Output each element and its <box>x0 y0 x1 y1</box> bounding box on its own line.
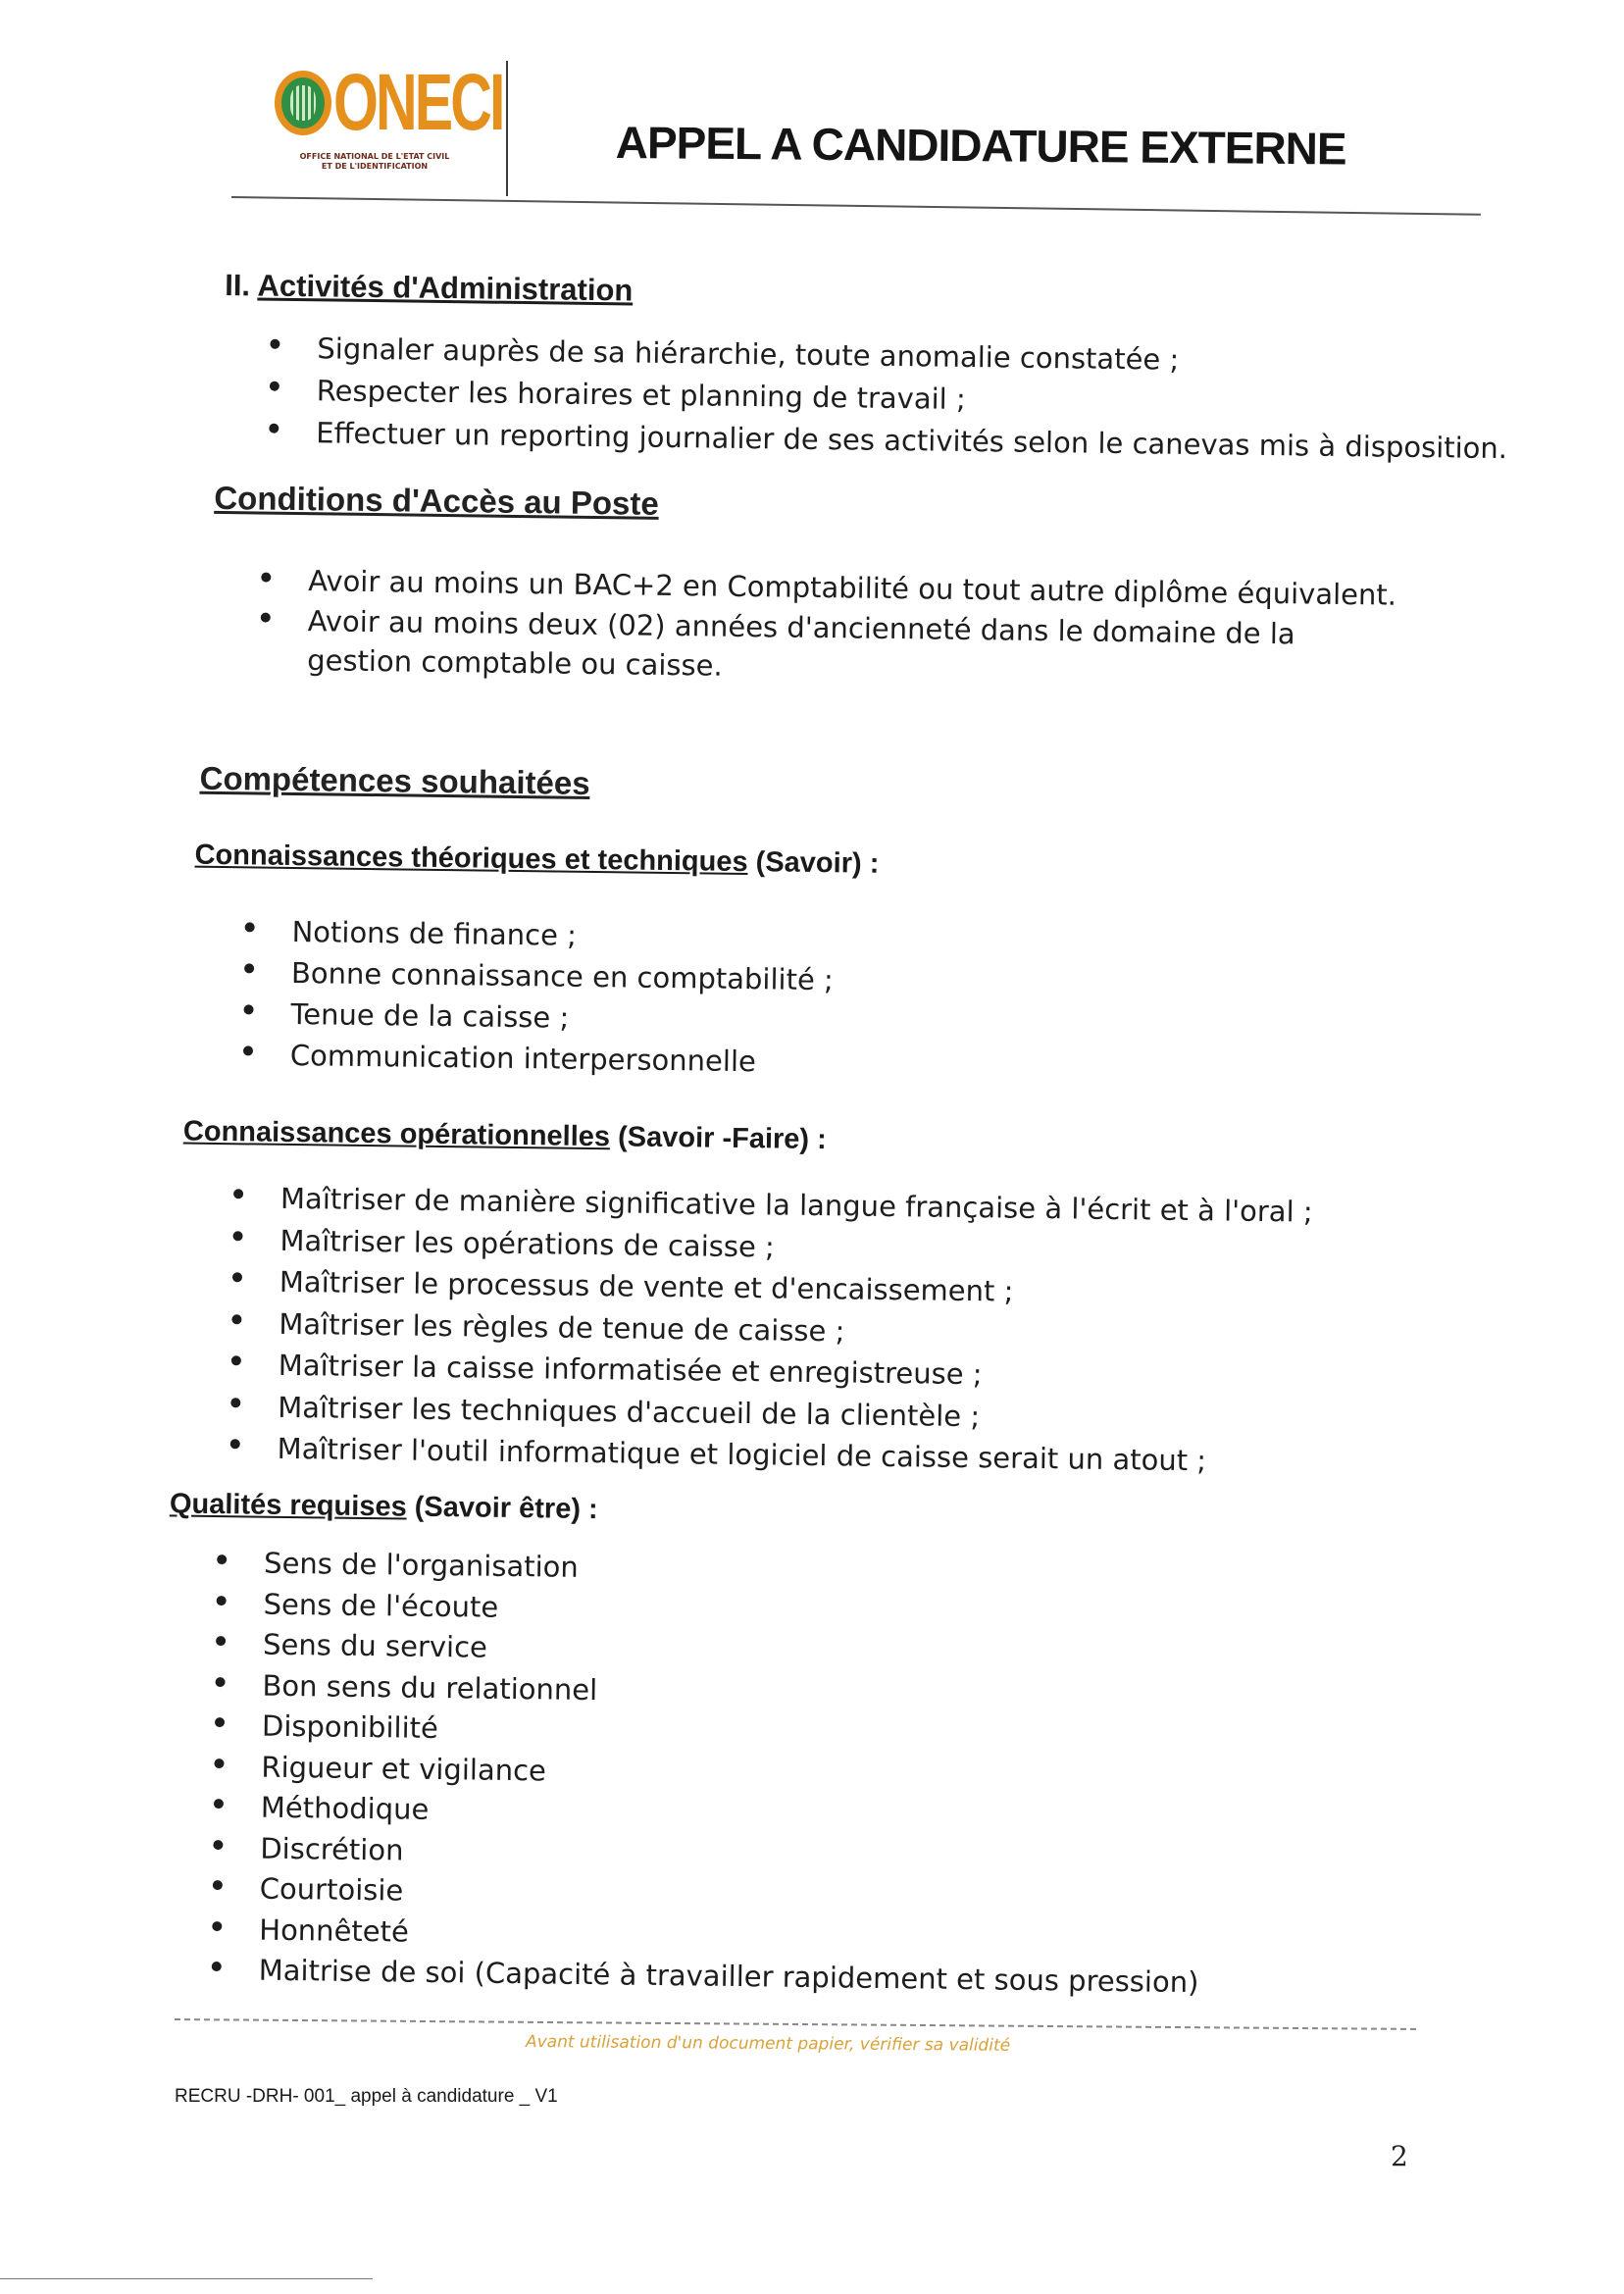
list-item: Méthodique <box>261 1788 1201 1841</box>
list-item: Bonne connaissance en comptabilité ; <box>291 952 834 1000</box>
bullet-icon <box>243 1046 253 1056</box>
bullet-icon <box>261 573 271 583</box>
conditions-list <box>307 561 1406 694</box>
bullet-icon <box>230 1398 240 1407</box>
list-item: Maîtriser la caisse informatisée et enregistreuse ; <box>279 1345 1311 1400</box>
list-item: Bon sens du relationnel <box>262 1665 1202 1718</box>
bullet-icon <box>270 382 279 391</box>
logo-text: ONECI <box>333 58 503 147</box>
subsection-savoir-faire-heading: Connaissances opérationnelles (Savoir -Faire) : <box>182 1115 828 1156</box>
bullet-icon <box>244 964 254 974</box>
bullet-icon <box>231 1355 241 1365</box>
oneci-logo <box>275 58 503 181</box>
list-item: Sens du service <box>263 1625 1203 1678</box>
header-divider-vertical <box>506 61 508 196</box>
list-item: Respecter les horaires et planning de travail ; <box>317 370 1508 428</box>
bullet-icon <box>261 613 271 623</box>
bullet-icon <box>217 1596 227 1606</box>
activites-list <box>316 328 1508 470</box>
logo-emblem-icon <box>275 71 331 135</box>
list-item: Sens de l'écoute <box>263 1584 1203 1637</box>
list-item: Effectuer un reporting journalier de ses activités selon le canevas mis à disposition. <box>316 412 1507 470</box>
list-item: Maîtriser les techniques d'accueil de la clientèle ; <box>278 1386 1310 1441</box>
page-number: 2 <box>1391 2140 1408 2172</box>
section-conditions-heading: Conditions d'Accès au Poste <box>214 479 660 522</box>
subsection-savoir-heading: Connaissances théoriques et techniques (Savoir) : <box>194 839 880 880</box>
bullet-icon <box>214 1799 224 1809</box>
list-item: Avoir au moins un BAC+2 en Comptabilité ou tout autre diplôme équivalent. <box>308 561 1406 616</box>
bullet-icon <box>216 1677 226 1687</box>
bullet-icon <box>212 1921 222 1931</box>
footer-validity-note: Avant utilisation d'un document papier, vérifier sa validité <box>525 2032 1011 2056</box>
bullet-icon <box>230 1439 240 1449</box>
list-item: Sens de l'organisation <box>264 1544 1204 1597</box>
section-activites-heading: II. Activités d'Administration <box>224 268 634 308</box>
logo-subtitle: OFFICE NATIONAL DE L'ETAT CIVIL ET DE L'IDENTIFICATION <box>299 152 450 171</box>
bullet-icon <box>232 1272 242 1282</box>
document-title: APPEL A CANDIDATURE EXTERNE <box>615 116 1346 175</box>
list-item: Maîtriser les règles de tenue de caisse ; <box>279 1302 1311 1357</box>
bullet-icon <box>217 1555 227 1564</box>
list-item: Maîtriser les opérations de caisse ; <box>279 1219 1312 1274</box>
savoir-etre-list <box>258 1544 1204 2004</box>
savoir-list <box>290 911 835 1083</box>
bullet-icon <box>214 1759 224 1768</box>
list-item: Maîtriser le processus de vente et d'encaissement ; <box>279 1261 1312 1316</box>
bullet-icon <box>232 1231 242 1241</box>
list-item: Maitrise de soi (Capacité à travailler rapidement et sous pression) <box>258 1951 1198 2004</box>
list-item: Courtoisie <box>260 1869 1200 1922</box>
bullet-icon <box>231 1314 241 1324</box>
list-item: Maîtriser l'outil informatique et logiciel de caisse serait un atout ; <box>277 1428 1309 1483</box>
scan-edge-line <box>0 2278 373 2279</box>
document-reference: RECRU -DRH- 001_ appel à candidature _ V1 <box>175 2086 558 2107</box>
list-item: Tenue de la caisse ; <box>290 994 833 1042</box>
bullet-icon <box>269 424 279 433</box>
list-item: Disponibilité <box>262 1707 1202 1759</box>
header-divider-horizontal <box>231 196 1481 216</box>
list-item: Notions de finance ; <box>291 911 834 959</box>
list-item: Communication interpersonnelle <box>290 1035 833 1083</box>
bullet-icon <box>215 1717 225 1727</box>
bullet-icon <box>212 1962 222 1971</box>
bullet-icon <box>245 923 255 933</box>
list-item: Maîtriser de manière significative la langue française à l'écrit et à l'oral ; <box>280 1178 1313 1233</box>
subsection-savoir-etre-heading: Qualités requises (Savoir être) : <box>169 1488 598 1526</box>
bullet-icon <box>213 1880 223 1890</box>
bullet-icon <box>213 1840 223 1850</box>
bullet-icon <box>216 1636 226 1646</box>
list-item: Honnêteté <box>259 1910 1199 1963</box>
bullet-icon <box>243 1005 253 1015</box>
savoir-faire-list <box>277 1178 1312 1483</box>
list-item: Discrétion <box>260 1828 1200 1881</box>
bullet-icon <box>270 339 279 349</box>
list-item: Signaler auprès de sa hiérarchie, toute anomalie constatée ; <box>317 328 1508 385</box>
footer-divider <box>175 2018 1416 2030</box>
list-item: Avoir au moins deux (02) années d'ancienneté dans le domaine de la gestion comptable ou caisse. <box>307 601 1406 694</box>
list-item: Rigueur et vigilance <box>261 1747 1201 1800</box>
bullet-icon <box>233 1189 243 1198</box>
section-competences-heading: Compétences souhaitées <box>199 759 590 801</box>
